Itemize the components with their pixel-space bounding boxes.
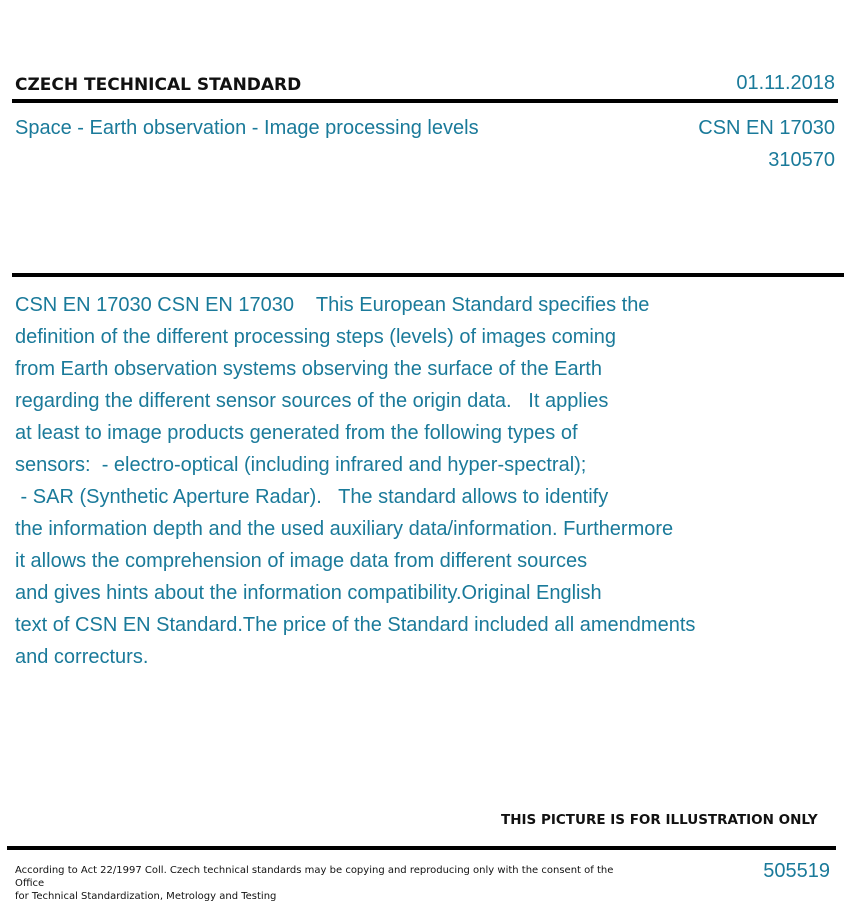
standard-subtitle: Space - Earth observation - Image processing levels bbox=[15, 117, 479, 139]
description-line: - SAR (Synthetic Aperture Radar). The standard allows to identify bbox=[15, 486, 609, 508]
legal-notice-line: According to Act 22/1997 Coll. Czech technical standards may be copying and reproducing only with the consent of the Office bbox=[15, 865, 614, 889]
standard-number: 310570 bbox=[768, 149, 835, 171]
description-line: and correcturs. bbox=[15, 646, 149, 668]
publication-date: 01.11.2018 bbox=[736, 72, 835, 94]
description-line: and gives hints about the information compatibility.Original English bbox=[15, 582, 602, 604]
legal-notice bbox=[15, 864, 615, 903]
description-line: it allows the comprehension of image data from different sources bbox=[15, 550, 588, 572]
header-divider bbox=[12, 99, 838, 103]
document-header-title: CZECH TECHNICAL STANDARD bbox=[15, 75, 302, 95]
description-line: the information depth and the used auxiliary data/information. Furthermore bbox=[15, 518, 674, 540]
section-divider bbox=[12, 273, 844, 277]
footer-divider bbox=[7, 846, 836, 850]
description-line: sensors: - electro-optical (including infrared and hyper-spectral); bbox=[15, 454, 587, 476]
description-line: text of CSN EN Standard.The price of the Standard included all amendments bbox=[15, 614, 696, 636]
description-line: CSN EN 17030 CSN EN 17030 This European Standard specifies the bbox=[15, 294, 650, 316]
description-line: regarding the different sensor sources of the origin data. It applies bbox=[15, 390, 609, 412]
legal-notice-line: for Technical Standardization, Metrology and Testing bbox=[15, 891, 277, 902]
standard-code: CSN EN 17030 bbox=[698, 117, 835, 139]
description-line: definition of the different processing steps (levels) of images coming bbox=[15, 326, 617, 348]
illustration-note: THIS PICTURE IS FOR ILLUSTRATION ONLY bbox=[501, 812, 818, 828]
standard-description bbox=[15, 289, 845, 673]
description-line: from Earth observation systems observing the surface of the Earth bbox=[15, 358, 602, 380]
catalog-number: 505519 bbox=[763, 860, 830, 882]
description-line: at least to image products generated from the following types of bbox=[15, 422, 578, 444]
